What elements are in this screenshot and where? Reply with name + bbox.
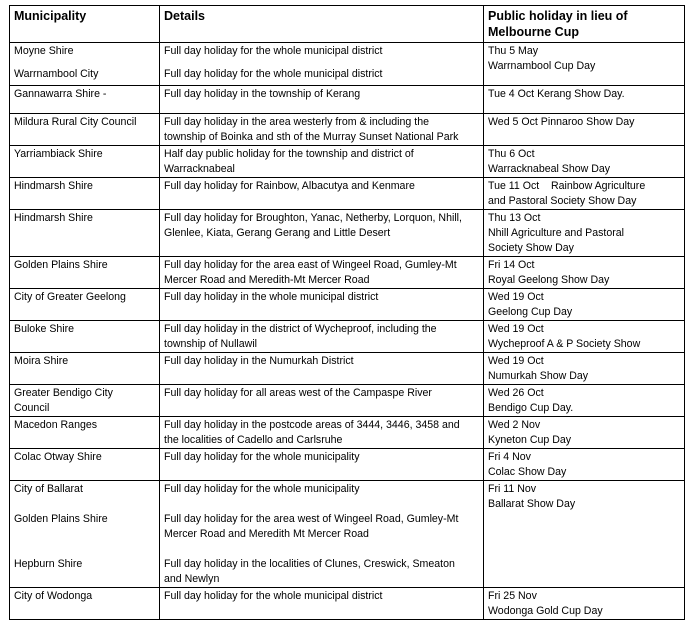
table-row	[10, 178, 685, 210]
holiday-date: Thu 5 May	[488, 45, 539, 57]
details-text: Full day holiday for the whole municipal district	[164, 68, 383, 80]
holiday-date: Thu 13 Oct	[488, 212, 541, 224]
details-cell	[160, 86, 484, 114]
municipality-cell	[10, 588, 160, 620]
details-text: Glenlee, Kiata, Gerang Gerang and Little Desert	[164, 227, 391, 239]
municipality-cell	[10, 210, 160, 257]
table-row	[10, 86, 685, 114]
details-text: township of Boinka and sth of the Murray Sunset National Park	[164, 131, 459, 143]
municipality-name: City of Greater Geelong	[14, 291, 126, 303]
details-cell	[160, 114, 484, 146]
holiday-cell	[484, 210, 685, 257]
details-text: Full day holiday in the Numurkah District	[164, 355, 354, 367]
details-text: Full day holiday in the localities of Clunes, Creswick, Smeaton	[164, 558, 455, 570]
municipality-name: Hindmarsh Shire	[14, 212, 93, 224]
municipality-name: City of Ballarat	[14, 483, 83, 495]
municipality-name: Council	[14, 402, 50, 414]
table-row	[10, 321, 685, 353]
details-text: Full day holiday for Rainbow, Albacutya and Kenmare	[164, 180, 415, 192]
municipality-name: Moira Shire	[14, 355, 69, 367]
municipality-name: Buloke Shire	[14, 323, 75, 335]
holiday-date: Wed 2 Nov	[488, 419, 541, 431]
holiday-event: Warrnambool Cup Day	[488, 60, 596, 72]
details-cell	[160, 178, 484, 210]
municipality-cell	[10, 449, 160, 481]
municipality-cell	[10, 178, 160, 210]
details-text: Full day holiday for all areas west of the Campaspe River	[164, 387, 432, 399]
details-cell	[160, 289, 484, 321]
details-text: Full day holiday in the postcode areas of 3444, 3446, 3458 and	[164, 419, 460, 431]
details-text: Full day holiday for the whole municipality	[164, 451, 360, 463]
details-text: the localities of Cadello and Carlsruhe	[164, 434, 343, 446]
table-row	[10, 588, 685, 620]
table-row	[10, 257, 685, 289]
municipality-cell	[10, 385, 160, 417]
holiday-date: Wed 5 Oct Pinnaroo Show Day	[488, 116, 635, 128]
holiday-event: Geelong Cup Day	[488, 306, 573, 318]
details-cell	[160, 353, 484, 385]
holiday-cell	[484, 114, 685, 146]
municipality-cell	[10, 146, 160, 178]
holiday-cell	[484, 86, 685, 114]
municipality-cell	[10, 353, 160, 385]
holiday-event: Royal Geelong Show Day	[488, 274, 610, 286]
details-cell	[160, 588, 484, 620]
details-cell	[160, 417, 484, 449]
table-row	[10, 417, 685, 449]
holiday-cell	[484, 146, 685, 178]
municipality-name: Hindmarsh Shire	[14, 180, 93, 192]
municipality-name: Golden Plains Shire	[14, 259, 108, 271]
municipality-cell	[10, 257, 160, 289]
municipality-name: Macedon Ranges	[14, 419, 98, 431]
details-cell	[160, 321, 484, 353]
details-cell	[160, 481, 484, 588]
holiday-cell	[484, 385, 685, 417]
holiday-date: Wed 19 Oct	[488, 323, 544, 335]
header-details: Details	[160, 6, 484, 43]
holiday-event: Wycheproof A & P Society Show	[488, 338, 641, 350]
municipality-name: Hepburn Shire	[14, 558, 83, 570]
table-row	[10, 385, 685, 417]
details-text: Full day holiday for the area west of Wingeel Road, Gumley-Mt	[164, 513, 459, 525]
municipality-name: Greater Bendigo City	[14, 387, 113, 399]
municipality-name: Colac Otway Shire	[14, 451, 102, 463]
municipality-cell	[10, 86, 160, 114]
holiday-cell	[484, 178, 685, 210]
municipality-name: Golden Plains Shire	[14, 513, 108, 525]
details-text: Mercer Road and Meredith Mt Mercer Road	[164, 528, 369, 540]
details-text: Full day holiday for the whole municipality	[164, 483, 360, 495]
holiday-event: Ballarat Show Day	[488, 498, 576, 510]
municipality-cell	[10, 417, 160, 449]
details-text: Full day holiday in the whole municipal district	[164, 291, 379, 303]
details-cell	[160, 257, 484, 289]
holiday-cell	[484, 321, 685, 353]
holiday-cell	[484, 43, 685, 86]
municipality-name: Moyne Shire	[14, 45, 74, 57]
municipality-name: Gannawarra Shire -	[14, 88, 107, 100]
holiday-event: Colac Show Day	[488, 466, 567, 478]
details-cell	[160, 449, 484, 481]
holiday-cell	[484, 289, 685, 321]
holiday-date: Fri 4 Nov	[488, 451, 531, 463]
holiday-event: Nhill Agriculture and Pastoral	[488, 227, 625, 239]
municipality-name: Warrnambool City	[14, 68, 99, 80]
holiday-date: Fri 14 Oct	[488, 259, 535, 271]
table-row	[10, 353, 685, 385]
municipality-cell	[10, 289, 160, 321]
holiday-cell	[484, 588, 685, 620]
municipality-name: City of Wodonga	[14, 590, 93, 602]
table-row	[10, 481, 685, 588]
table-row	[10, 43, 685, 86]
holiday-date: Tue 4 Oct Kerang Show Day.	[488, 88, 625, 100]
holiday-date: Tue 11 Oct Rainbow Agriculture	[488, 180, 646, 192]
details-text: Warracknabeal	[164, 163, 235, 175]
holiday-cell	[484, 257, 685, 289]
municipality-name: Yarriambiack Shire	[14, 148, 103, 160]
details-text: Full day holiday for Broughton, Yanac, Netherby, Lorquon, Nhill,	[164, 212, 462, 224]
holiday-cell	[484, 481, 685, 588]
municipality-name: Mildura Rural City Council	[14, 116, 137, 128]
table-row	[10, 146, 685, 178]
municipality-cell	[10, 481, 160, 588]
details-text: Full day holiday for the whole municipal district	[164, 45, 383, 57]
holiday-date: Fri 11 Nov	[488, 483, 537, 495]
details-cell	[160, 385, 484, 417]
header-row	[10, 6, 685, 43]
details-text: township of Nullawil	[164, 338, 258, 350]
details-cell	[160, 146, 484, 178]
holiday-event: and Pastoral Society Show Day	[488, 195, 637, 207]
holiday-event: Numurkah Show Day	[488, 370, 589, 382]
details-text: Full day holiday in the district of Wycheproof, including the	[164, 323, 437, 335]
holiday-cell	[484, 353, 685, 385]
details-text: Full day holiday in the township of Kerang	[164, 88, 361, 100]
holiday-date: Thu 6 Oct	[488, 148, 535, 160]
header-municipality: Municipality	[10, 6, 160, 43]
holiday-date: Wed 19 Oct	[488, 291, 544, 303]
holiday-event: Warracknabeal Show Day	[488, 163, 611, 175]
table-row	[10, 114, 685, 146]
details-text: Mercer Road and Meredith-Mt Mercer Road	[164, 274, 370, 286]
details-text: Full day holiday in the area westerly from & including the	[164, 116, 429, 128]
details-cell	[160, 210, 484, 257]
table-row	[10, 289, 685, 321]
details-text: Full day holiday for the area east of Wingeel Road, Gumley-Mt	[164, 259, 457, 271]
details-cell	[160, 43, 484, 86]
municipality-cell	[10, 43, 160, 86]
details-text: Full day holiday for the whole municipal district	[164, 590, 383, 602]
holiday-table	[9, 5, 685, 620]
holiday-event: Kyneton Cup Day	[488, 434, 572, 446]
holiday-date: Wed 26 Oct	[488, 387, 544, 399]
header-holiday: Public holiday in lieu of Melbourne Cup	[484, 6, 685, 43]
municipality-cell	[10, 321, 160, 353]
table-row	[10, 449, 685, 481]
table-row	[10, 210, 685, 257]
holiday-cell	[484, 417, 685, 449]
holiday-event: Society Show Day	[488, 242, 574, 254]
holiday-cell	[484, 449, 685, 481]
details-text: Half day public holiday for the township and district of	[164, 148, 414, 160]
municipality-cell	[10, 114, 160, 146]
holiday-event: Wodonga Gold Cup Day	[488, 605, 603, 617]
holiday-date: Wed 19 Oct	[488, 355, 544, 367]
details-text: and Newlyn	[164, 573, 220, 585]
holiday-date: Fri 25 Nov	[488, 590, 537, 602]
holiday-event: Bendigo Cup Day.	[488, 402, 574, 414]
